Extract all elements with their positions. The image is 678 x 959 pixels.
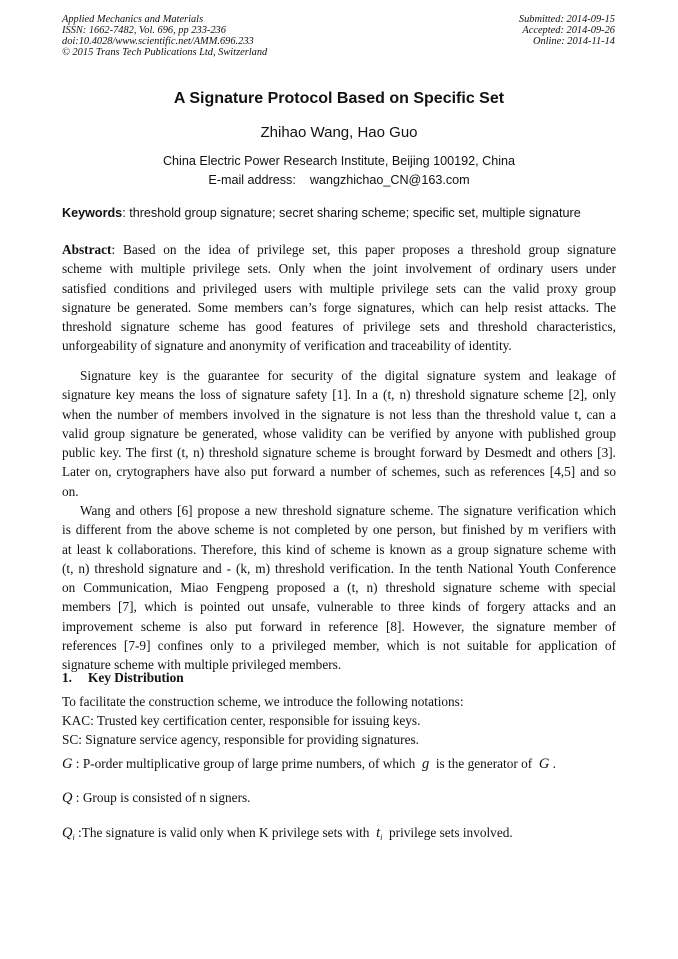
text-line xyxy=(62,501,616,520)
abstract xyxy=(62,240,616,356)
abstract-label: Abstract xyxy=(62,242,112,257)
text-line-content: signature key means the loss of signature safety [1]. In a (t, n) threshold signature scheme [2], only xyxy=(62,387,616,403)
section-number: 1. xyxy=(62,670,72,685)
notation-kac: KAC: Trusted key certification center, responsible for issuing keys. xyxy=(62,713,421,728)
text-line-content: signature scheme with multiple privileged members. xyxy=(62,657,342,673)
text-line-content: improvement scheme is also put forward in reference [8]. However, the signature member of xyxy=(62,618,616,634)
symbol-t: t xyxy=(376,825,381,841)
text-line-content: Signature key is the guarantee for security of the digital signature system and leakage of xyxy=(80,368,616,383)
journal-info xyxy=(62,14,267,58)
symbol-G: G xyxy=(62,756,73,772)
authors: Zhihao Wang, Hao Guo xyxy=(260,124,418,141)
subscript-i: i xyxy=(72,833,75,842)
text-line xyxy=(62,617,616,636)
notation-sc: SC: Signature service agency, responsible for providing signatures. xyxy=(62,732,419,747)
text-line-content: Later on, crytographers have also put forward a number of schemes, such as references [4,5] and so xyxy=(62,464,616,480)
text-line xyxy=(62,559,616,578)
online-date: Online: 2014-11-14 xyxy=(532,36,615,47)
notation-qi-text: :The signature is valid only when K privilege sets with xyxy=(74,825,373,840)
text-line-content: when the number of members involved in the signature is not less than the threshold value t, can a xyxy=(62,406,616,422)
text-line xyxy=(62,597,616,616)
notation-g-text: : P-order multiplicative group of large prime numbers, of which xyxy=(72,756,419,771)
notation-q-text: : Group is consisted of n signers. xyxy=(72,790,251,805)
text-line xyxy=(62,462,616,481)
text-line-content: is different from the above scheme is not completed by one person, but finished by m verifiers with xyxy=(62,522,616,538)
keywords-label: Keywords xyxy=(62,206,123,220)
notations-intro: To facilitate the construction scheme, we introduce the following notations: xyxy=(62,694,464,709)
text-line-content: threshold signature scheme has good features of privilege sets and threshold characteristics, xyxy=(62,319,616,335)
text-line xyxy=(62,279,616,298)
issn: ISSN: 1662-7482, Vol. 696, pp 233-236 xyxy=(62,25,226,36)
notation-g-end: . xyxy=(549,756,557,771)
text-line-content: on Communication, Miao Fengpeng proposed a (t, n) threshold signature scheme with special xyxy=(62,580,616,596)
text-line-content: valid group signature be generated, whose validity can be verified by anyone with published group xyxy=(62,425,616,441)
dates xyxy=(519,14,615,47)
accepted-date: Accepted: 2014-09-26 xyxy=(522,25,615,36)
symbol-Qi: Q xyxy=(62,825,73,841)
notation-g-text-2: is the generator of xyxy=(432,756,536,771)
keywords xyxy=(62,206,581,220)
text-line-content: at least k collaborations. Therefore, this kind of scheme is known as a group signature scheme with xyxy=(62,541,616,557)
text-line xyxy=(62,405,616,424)
section-title: Key Distribution xyxy=(88,670,184,685)
text-line-content: on. xyxy=(62,483,79,499)
text-line-content: : Based on the idea of privilege set, this paper proposes a threshold group signature xyxy=(111,242,616,257)
subscript-i-2: i xyxy=(380,833,383,842)
section-heading xyxy=(62,670,184,686)
text-line xyxy=(62,385,616,404)
text-line xyxy=(62,317,616,336)
submitted-date: Submitted: 2014-09-15 xyxy=(518,14,615,25)
copyright: © 2015 Trans Tech Publications Ltd, Switzerland xyxy=(62,47,268,58)
affiliation-block xyxy=(0,152,678,190)
text-line xyxy=(62,520,616,539)
email: E-mail address: wangzhichao_CN@163.com xyxy=(208,173,470,187)
keywords-text: : threshold group signature; secret sharing scheme; specific set, multiple signature xyxy=(122,206,581,220)
notation-q xyxy=(62,790,251,807)
text-line xyxy=(62,259,616,278)
text-line xyxy=(62,366,616,385)
affiliation: China Electric Power Research Institute, Beijing 100192, China xyxy=(162,154,516,168)
text-line-content: Wang and others [6] propose a new threshold signature scheme. The signature verification which xyxy=(80,503,616,518)
notation-g xyxy=(62,756,556,773)
text-line xyxy=(62,336,616,355)
text-line-content: references [7-9] confines only to a privileged member, which is not suitable for application of xyxy=(62,638,616,654)
journal-name: Applied Mechanics and Materials xyxy=(62,14,204,25)
text-line xyxy=(62,636,616,655)
text-line-content: scheme with multiple privilege sets. Only when the joint involvement of ordinary users under xyxy=(62,261,616,277)
text-line-content: satisfied conditions and privileged users with multiple privilege sets can the valid proxy group xyxy=(62,280,616,296)
text-line xyxy=(62,482,616,501)
text-line-content: signature be generated. Some members can’s forge signatures, which can help resist attacks. The xyxy=(62,299,616,315)
notation-qi xyxy=(62,825,513,842)
symbol-G-2: G xyxy=(538,756,550,772)
symbol-Q: Q xyxy=(62,790,73,806)
text-line xyxy=(62,424,616,443)
text-line xyxy=(62,540,616,559)
text-line-content: unforgeability of signature and anonymity of verification and traceability of identity. xyxy=(62,338,512,354)
text-line-content: members [7], which is pointed out unsafe, vulnerable to three kinds of forgery attacks and an xyxy=(62,599,616,615)
symbol-g: g xyxy=(421,756,430,772)
intro-paragraph-1 xyxy=(62,366,616,501)
text-line xyxy=(62,240,616,259)
paper-title: A Signature Protocol Based on Specific Set xyxy=(173,90,505,107)
text-line xyxy=(62,298,616,317)
text-line xyxy=(62,578,616,597)
doi: doi:10.4028/www.scientific.net/AMM.696.233 xyxy=(62,36,254,47)
text-line-content: public key. The first (t, n) threshold signature scheme is brought forward by Desmedt and others [3]. xyxy=(62,445,616,461)
text-line xyxy=(62,443,616,462)
text-line-content: (t, n) threshold signature and - (k, m) threshold verification. In the tenth National Youth Conference xyxy=(62,560,616,576)
notation-qi-text-2: privilege sets involved. xyxy=(385,825,513,840)
intro-paragraph-2 xyxy=(62,501,616,675)
